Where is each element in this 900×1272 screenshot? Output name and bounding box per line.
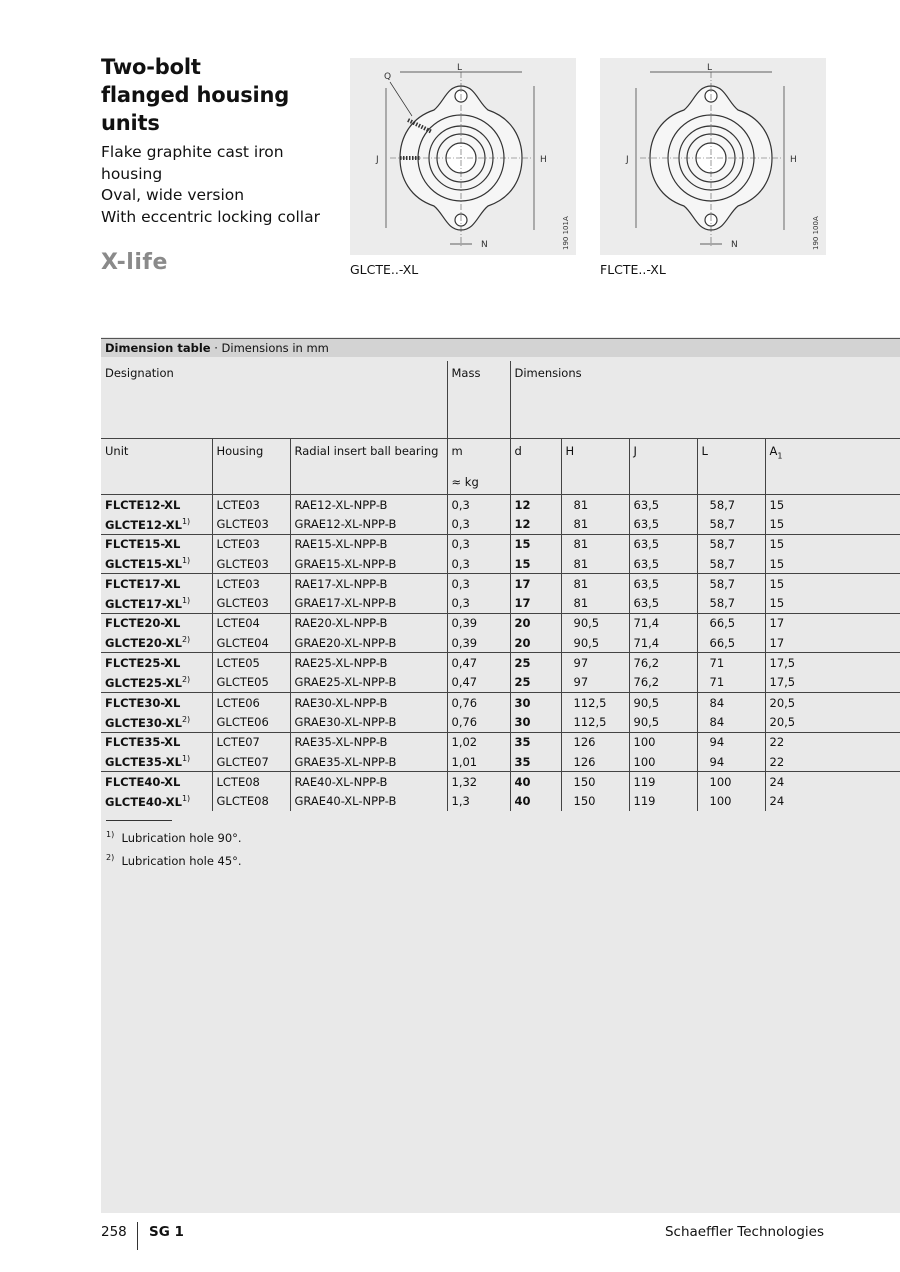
figure-caption: FLCTE..-XL <box>600 262 666 277</box>
cell-mass: 0,76 <box>447 692 510 712</box>
cell-L: 66,5 <box>697 633 765 653</box>
cell-mass: 0,3 <box>447 495 510 515</box>
cell-A1: 17,5 <box>765 653 900 673</box>
cell-H: 112,5 <box>561 692 629 712</box>
cell-A1: 15 <box>765 593 900 613</box>
col-d: d <box>510 439 561 495</box>
cell-H: 150 <box>561 772 629 792</box>
cell-bearing: RAE40-XL-NPP-B <box>290 772 447 792</box>
cell-A1: 15 <box>765 495 900 515</box>
cell-H: 81 <box>561 574 629 594</box>
cell-J: 63,5 <box>629 495 697 515</box>
cell-housing: GLCTE08 <box>212 791 290 810</box>
cell-housing: LCTE04 <box>212 613 290 633</box>
cell-unit: GLCTE17-XL$^{1)}$ <box>105 595 191 611</box>
cell-d: 35 <box>510 732 561 752</box>
dim-label-L: L <box>457 63 463 73</box>
cell-housing: GLCTE07 <box>212 752 290 772</box>
cell-A1: 22 <box>765 752 900 772</box>
cell-L: 100 <box>697 772 765 792</box>
cell-L: 58,7 <box>697 534 765 554</box>
cell-L: 71 <box>697 653 765 673</box>
cell-unit: GLCTE15-XL$^{1)}$ <box>105 556 191 571</box>
cell-d: 35 <box>510 752 561 772</box>
cell-bearing: GRAE40-XL-NPP-B <box>290 791 447 810</box>
table-row <box>101 752 900 772</box>
col-unit: Unit <box>101 439 212 495</box>
cell-A1: 24 <box>765 791 900 810</box>
cell-d: 25 <box>510 673 561 693</box>
cell-bearing: GRAE15-XL-NPP-B <box>290 554 447 574</box>
cell-housing: GLCTE06 <box>212 712 290 732</box>
cell-d: 17 <box>510 593 561 613</box>
cell-d: 20 <box>510 613 561 633</box>
cell-H: 112,5 <box>561 712 629 732</box>
cell-L: 66,5 <box>697 613 765 633</box>
cell-bearing: RAE25-XL-NPP-B <box>290 653 447 673</box>
table-row <box>101 653 900 673</box>
cell-bearing: RAE12-XL-NPP-B <box>290 495 447 515</box>
table-row <box>101 534 900 554</box>
header-mass: Mass <box>447 361 510 439</box>
cell-mass: 0,3 <box>447 534 510 554</box>
cell-mass: 1,01 <box>447 752 510 772</box>
table-row <box>101 633 900 653</box>
cell-housing: LCTE03 <box>212 495 290 515</box>
cell-mass: 0,3 <box>447 514 510 534</box>
dim-label-Q: Q <box>384 72 392 82</box>
table-row <box>101 593 900 613</box>
cell-mass: 1,32 <box>447 772 510 792</box>
cell-A1: 22 <box>765 732 900 752</box>
cell-H: 126 <box>561 732 629 752</box>
cell-mass: 0,76 <box>447 712 510 732</box>
cell-d: 15 <box>510 554 561 574</box>
page-number: 258 <box>101 1224 127 1240</box>
cell-J: 100 <box>629 752 697 772</box>
cell-unit: FLCTE30-XL <box>101 692 212 712</box>
cell-bearing: GRAE12-XL-NPP-B <box>290 514 447 534</box>
footnote: $^{2)}$ Lubrication hole 45°. <box>106 852 242 868</box>
cell-d: 12 <box>510 514 561 534</box>
cell-bearing: GRAE30-XL-NPP-B <box>290 712 447 732</box>
cell-housing: LCTE08 <box>212 772 290 792</box>
cell-unit: FLCTE15-XL <box>101 534 212 554</box>
cell-A1: 15 <box>765 514 900 534</box>
table-row <box>101 732 900 752</box>
cell-bearing: RAE35-XL-NPP-B <box>290 732 447 752</box>
cell-housing: LCTE07 <box>212 732 290 752</box>
cell-L: 58,7 <box>697 593 765 613</box>
header-dimensions: Dimensions <box>510 361 900 439</box>
cell-H: 81 <box>561 554 629 574</box>
cell-H: 81 <box>561 514 629 534</box>
cell-unit: GLCTE40-XL$^{1)}$ <box>105 793 191 809</box>
cell-mass: 0,3 <box>447 593 510 613</box>
cell-d: 30 <box>510 712 561 732</box>
cell-J: 71,4 <box>629 613 697 633</box>
cell-A1: 20,5 <box>765 692 900 712</box>
cell-L: 84 <box>697 712 765 732</box>
drawing-flcte <box>600 58 826 255</box>
table-row <box>101 791 900 810</box>
cell-H: 90,5 <box>561 613 629 633</box>
cell-housing: GLCTE05 <box>212 673 290 693</box>
cell-housing: GLCTE04 <box>212 633 290 653</box>
cell-J: 63,5 <box>629 593 697 613</box>
cell-A1: 15 <box>765 574 900 594</box>
cell-unit: FLCTE12-XL <box>101 495 212 515</box>
table-row <box>101 692 900 712</box>
cell-A1: 20,5 <box>765 712 900 732</box>
col-bearing: Radial insert ball bearing <box>290 439 447 495</box>
cell-mass: 0,3 <box>447 574 510 594</box>
cell-J: 100 <box>629 732 697 752</box>
cell-L: 58,7 <box>697 574 765 594</box>
cell-d: 15 <box>510 534 561 554</box>
cell-unit: FLCTE35-XL <box>101 732 212 752</box>
cell-unit: GLCTE30-XL$^{2)}$ <box>105 714 191 730</box>
cell-J: 76,2 <box>629 653 697 673</box>
company-name: Schaeffler Technologies <box>664 1224 824 1240</box>
cell-mass: 0,39 <box>447 633 510 653</box>
cell-d: 12 <box>510 495 561 515</box>
cell-unit: GLCTE12-XL$^{1)}$ <box>105 516 191 532</box>
section-code: SG 1 <box>149 1224 184 1240</box>
cell-J: 90,5 <box>629 712 697 732</box>
product-description: Flake graphite cast iron housing Oval, wide version With eccentric locking collar <box>101 143 320 226</box>
cell-H: 81 <box>561 495 629 515</box>
cell-mass: 0,3 <box>447 554 510 574</box>
cell-L: 58,7 <box>697 495 765 515</box>
dim-label-H: H <box>540 155 547 165</box>
col-J: J <box>629 439 697 495</box>
cell-d: 17 <box>510 574 561 594</box>
cell-J: 119 <box>629 772 697 792</box>
cell-housing: LCTE05 <box>212 653 290 673</box>
cell-H: 126 <box>561 752 629 772</box>
table-row <box>101 673 900 693</box>
cell-H: 90,5 <box>561 633 629 653</box>
cell-H: 97 <box>561 673 629 693</box>
dim-label-J: J <box>376 155 379 165</box>
cell-H: 97 <box>561 653 629 673</box>
col-A1: $A_1$ <box>765 439 900 495</box>
table-row <box>101 712 900 732</box>
cell-bearing: RAE20-XL-NPP-B <box>290 613 447 633</box>
footnotes <box>106 820 242 871</box>
cell-d: 40 <box>510 772 561 792</box>
cell-d: 40 <box>510 791 561 810</box>
cell-unit: GLCTE25-XL$^{2)}$ <box>105 674 191 690</box>
table-body <box>101 495 900 811</box>
table-row <box>101 613 900 633</box>
cell-A1: 24 <box>765 772 900 792</box>
col-mass: m ≈ kg <box>447 439 510 495</box>
cell-housing: GLCTE03 <box>212 554 290 574</box>
footnote: $^{1)}$ Lubrication hole 90°. <box>106 830 242 845</box>
cell-mass: 1,3 <box>447 791 510 810</box>
table-row <box>101 495 900 515</box>
page-title: Two-bolt flanged housing units <box>101 55 290 135</box>
cell-bearing: RAE30-XL-NPP-B <box>290 692 447 712</box>
cell-d: 20 <box>510 633 561 653</box>
cell-J: 76,2 <box>629 673 697 693</box>
cell-J: 119 <box>629 791 697 810</box>
cell-d: 25 <box>510 653 561 673</box>
cell-L: 100 <box>697 791 765 810</box>
cell-unit: FLCTE40-XL <box>101 772 212 792</box>
cell-bearing: GRAE20-XL-NPP-B <box>290 633 447 653</box>
cell-bearing: RAE17-XL-NPP-B <box>290 574 447 594</box>
footer-divider <box>137 1222 138 1250</box>
cell-J: 90,5 <box>629 692 697 712</box>
table-row <box>101 514 900 534</box>
table-group-header <box>101 361 900 439</box>
cell-unit: GLCTE35-XL$^{1)}$ <box>105 754 191 769</box>
cell-L: 58,7 <box>697 514 765 534</box>
dim-label-H: H <box>790 155 797 165</box>
cell-J: 63,5 <box>629 554 697 574</box>
cell-unit: FLCTE17-XL <box>101 574 212 594</box>
dimension-table <box>101 361 900 811</box>
drawing-glcte <box>350 58 576 255</box>
cell-unit: GLCTE20-XL$^{2)}$ <box>105 635 191 651</box>
table-heading: Dimension table · Dimensions in mm <box>101 338 900 357</box>
cell-H: 81 <box>561 534 629 554</box>
cell-J: 63,5 <box>629 534 697 554</box>
cell-A1: 17 <box>765 633 900 653</box>
col-H: H <box>561 439 629 495</box>
cell-bearing: GRAE35-XL-NPP-B <box>290 752 447 772</box>
cell-H: 81 <box>561 593 629 613</box>
cell-housing: LCTE06 <box>212 692 290 712</box>
col-housing: Housing <box>212 439 290 495</box>
cell-A1: 15 <box>765 534 900 554</box>
cell-housing: GLCTE03 <box>212 514 290 534</box>
table-column-header <box>101 439 900 495</box>
cell-bearing: GRAE17-XL-NPP-B <box>290 593 447 613</box>
cell-H: 150 <box>561 791 629 810</box>
table-row <box>101 554 900 574</box>
dim-label-L: L <box>707 63 713 73</box>
drawing-id: 190 100A <box>812 216 820 250</box>
cell-bearing: RAE15-XL-NPP-B <box>290 534 447 554</box>
table-row <box>101 574 900 594</box>
cell-A1: 17,5 <box>765 673 900 693</box>
cell-unit: FLCTE20-XL <box>101 613 212 633</box>
figure-caption: GLCTE..-XL <box>350 262 419 277</box>
cell-d: 30 <box>510 692 561 712</box>
drawing-id: 190 101A <box>562 216 570 250</box>
cell-L: 58,7 <box>697 554 765 574</box>
cell-J: 63,5 <box>629 514 697 534</box>
cell-mass: 0,47 <box>447 653 510 673</box>
cell-J: 63,5 <box>629 574 697 594</box>
cell-housing: LCTE03 <box>212 534 290 554</box>
xlife-logo: X-life <box>101 250 168 275</box>
cell-housing: LCTE03 <box>212 574 290 594</box>
cell-L: 71 <box>697 673 765 693</box>
cell-mass: 0,39 <box>447 613 510 633</box>
cell-mass: 0,47 <box>447 673 510 693</box>
dim-label-N: N <box>481 240 488 250</box>
cell-A1: 17 <box>765 613 900 633</box>
cell-L: 84 <box>697 692 765 712</box>
cell-A1: 15 <box>765 554 900 574</box>
dim-label-J: J <box>626 155 629 165</box>
table-row <box>101 772 900 792</box>
cell-L: 94 <box>697 732 765 752</box>
cell-mass: 1,02 <box>447 732 510 752</box>
cell-bearing: GRAE25-XL-NPP-B <box>290 673 447 693</box>
header-designation: Designation <box>105 366 174 380</box>
cell-J: 71,4 <box>629 633 697 653</box>
cell-unit: FLCTE25-XL <box>101 653 212 673</box>
col-L: L <box>697 439 765 495</box>
cell-housing: GLCTE03 <box>212 593 290 613</box>
cell-L: 94 <box>697 752 765 772</box>
dim-label-N: N <box>731 240 738 250</box>
